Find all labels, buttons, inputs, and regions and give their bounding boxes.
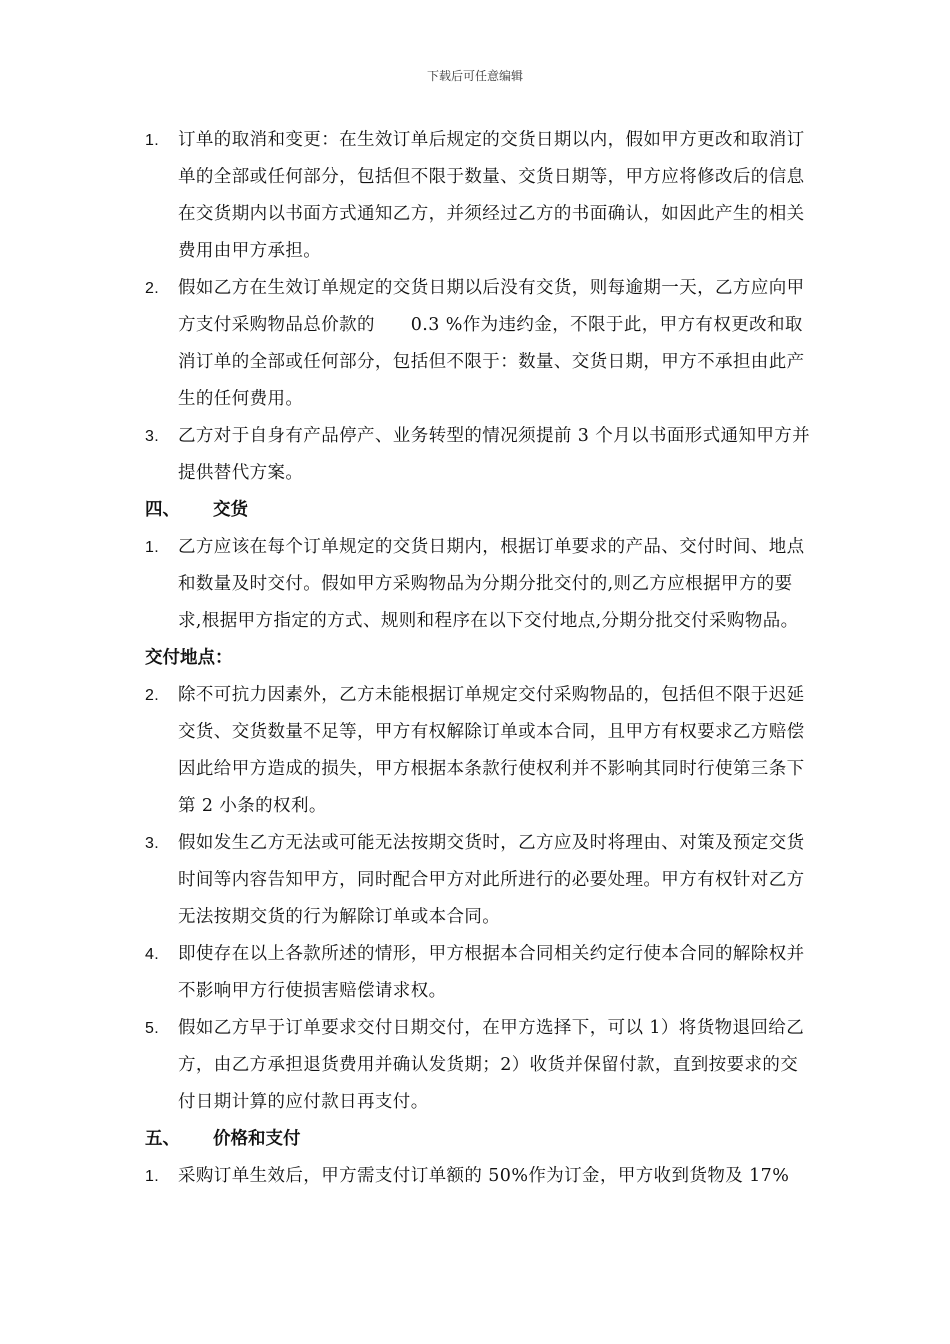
list-text: 假如乙方在生效订单规定的交货日期以后没有交货，则每逾期一天，乙方应向甲方支付采购物品总价款的 0.3 %作为违约金，不限于此，甲方有权更改和取消订单的全部或任何部分，包括但不限于：数量、交货日期，甲方不承担由此产生的任何费用。	[178, 278, 805, 409]
list-item	[145, 825, 815, 936]
list-text: 采购订单生效后，甲方需支付订单额的 50%作为订金，甲方收到货物及 17%	[178, 1166, 790, 1186]
list-number: 5.	[145, 1020, 160, 1037]
list-number: 4.	[145, 946, 160, 963]
list-number: 2.	[145, 280, 160, 297]
document-body	[145, 122, 815, 1195]
list-item	[145, 936, 815, 1010]
list-number: 2.	[145, 687, 160, 704]
section-title: 交货	[213, 500, 248, 520]
list-item	[145, 1158, 815, 1195]
delivery-location-label: 交付地点：	[145, 648, 233, 668]
section-title: 价格和支付	[213, 1129, 301, 1149]
section-heading-delivery	[145, 492, 815, 529]
list-item	[145, 529, 815, 640]
page-header: 下载后可任意编辑	[426, 69, 523, 83]
list-number: 1.	[145, 539, 160, 556]
list-number: 1.	[145, 1168, 160, 1185]
list-text: 订单的取消和变更：在生效订单后规定的交货日期以内，假如甲方更改和取消订单的全部或任何部分，包括但不限于数量、交货日期等，甲方应将修改后的信息在交货期内以书面方式通知乙方，并须经过乙方的书面确认，如因此产生的相关费用由甲方承担。	[178, 130, 805, 261]
list-number: 3.	[145, 428, 160, 445]
list-item	[145, 418, 815, 492]
list-text: 乙方对于自身有产品停产、业务转型的情况须提前 3 个月以书面形式通知甲方并提供替代方案。	[178, 426, 811, 483]
list-item	[145, 270, 815, 418]
section-heading-price-payment	[145, 1121, 815, 1158]
list-text: 乙方应该在每个订单规定的交货日期内，根据订单要求的产品、交付时间、地点和数量及时交付。假如甲方采购物品为分期分批交付的,则乙方应根据甲方的要求,根据甲方指定的方式、规则和程序在以下交付地点,分期分批交付采购物品。	[178, 537, 805, 631]
list-item	[145, 122, 815, 270]
list-text: 假如乙方早于订单要求交付日期交付，在甲方选择下，可以 1）将货物退回给乙方，由乙方承担退货费用并确认发货期；2）收货并保留付款，直到按要求的交付日期计算的应付款日再支付。	[178, 1018, 805, 1112]
list-item	[145, 1010, 815, 1121]
section-number: 四、	[145, 500, 180, 520]
list-text: 即使存在以上各款所述的情形，甲方根据本合同相关约定行使本合同的解除权并不影响甲方行使损害赔偿请求权。	[178, 944, 805, 1001]
list-number: 3.	[145, 835, 160, 852]
list-number: 1.	[145, 132, 160, 149]
list-text: 除不可抗力因素外，乙方未能根据订单规定交付采购物品的，包括但不限于迟延交货、交货数量不足等，甲方有权解除订单或本合同，且甲方有权要求乙方赔偿因此给甲方造成的损失，甲方根据本条款行使权利并不影响其同时行使第三条下第 2 小条的权利。	[178, 685, 805, 816]
list-item	[145, 677, 815, 825]
section-number: 五、	[145, 1129, 180, 1149]
list-text: 假如发生乙方无法或可能无法按期交货时，乙方应及时将理由、对策及预定交货时间等内容告知甲方，同时配合甲方对此所进行的必要处理。甲方有权针对乙方无法按期交货的行为解除订单或本合同。	[178, 833, 805, 927]
